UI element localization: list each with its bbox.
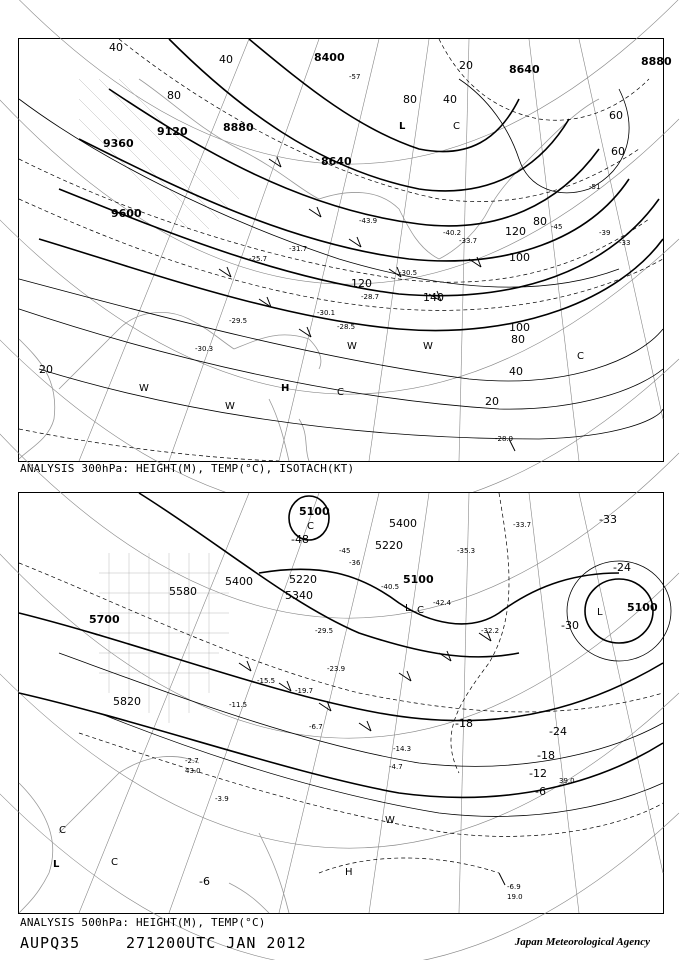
isotach-label: 120 [505, 225, 526, 238]
isotach-labels [39, 41, 625, 408]
symbol-warm: W [423, 341, 433, 352]
temp-label: -30 [561, 619, 579, 632]
station-value: -35.3 [457, 547, 476, 555]
symbol-high: H [281, 383, 290, 394]
symbol-high: H [345, 867, 353, 878]
product-code: AUPQ35 [20, 934, 81, 952]
isotach-label: 20 [485, 395, 499, 408]
station-value: -6.7 [309, 723, 323, 731]
temp-contour-labels [199, 513, 631, 888]
temp-label: -28.9 [495, 435, 514, 443]
height-label: 5220 [375, 539, 403, 552]
height-contours [19, 493, 663, 797]
isotach-label: 80 [511, 333, 525, 346]
temp-label: -25.7 [249, 255, 268, 263]
caption-500hpa: ANALYSIS 500hPa: HEIGHT(M), TEMP(°C) [20, 916, 266, 929]
station-value: -32.2 [481, 627, 500, 635]
symbol-warm: W [225, 401, 235, 412]
temp-label: -33 [619, 239, 631, 247]
temp-label: -48 [291, 533, 309, 546]
temp-label: -29.5 [229, 317, 248, 325]
station-value: -33.7 [513, 521, 532, 529]
height-label: 8880 [223, 121, 254, 134]
symbol-cold: C [417, 605, 424, 616]
station-value: -15.5 [257, 677, 276, 685]
temp-label: -31.7 [289, 245, 308, 253]
symbol-cold: C [111, 857, 118, 868]
symbol-low: L [53, 859, 60, 870]
temp-label: -36 [349, 559, 361, 567]
temp-label: -28.5 [337, 323, 356, 331]
isotach-contours [19, 79, 663, 439]
isotach-label: 100 [509, 321, 530, 334]
isotach-label: 80 [533, 215, 547, 228]
temp-label: -18 [455, 717, 473, 730]
symbol-low: L [597, 607, 603, 618]
height-label: 5400 [225, 575, 253, 588]
temp-label: -45 [551, 223, 563, 231]
thin-contours [59, 561, 671, 816]
temp-label: -28.7 [361, 293, 380, 301]
temp-label: -33.7 [459, 237, 478, 245]
temp-label: -45 [339, 547, 351, 555]
isotach-label: 20 [459, 59, 473, 72]
isotach-label: 120 [351, 277, 372, 290]
temp-label: -51 [589, 183, 601, 191]
temp-labels [195, 73, 630, 443]
symbol-cold: C [59, 825, 66, 836]
isotach-label: 60 [611, 145, 625, 158]
height-label: 5580 [169, 585, 197, 598]
temp-label: -57 [349, 73, 361, 81]
station-value: -2.7 [185, 757, 199, 765]
temp-label: -39 [599, 229, 611, 237]
station-value: -11.5 [229, 701, 248, 709]
height-label: 5100 [403, 573, 434, 586]
height-label: 5340 [285, 589, 313, 602]
station-value: -29.5 [315, 627, 334, 635]
graticule-lon [79, 39, 663, 461]
height-label: 9120 [157, 125, 188, 138]
temp-label: -12 [529, 767, 547, 780]
height-label: 5220 [289, 573, 317, 586]
station-value: -19.7 [295, 687, 314, 695]
height-label: 8640 [509, 63, 540, 76]
isotach-label: 140 [423, 291, 444, 304]
map-panel-300hpa [18, 38, 672, 462]
station-value: 39.0 [559, 777, 575, 785]
isotach-label: 60 [609, 109, 623, 122]
station-value: 19.0 [507, 893, 523, 901]
symbol-cold: C [577, 351, 584, 362]
agency-name: Japan Meteorological Agency [514, 936, 650, 948]
station-value: 43.0 [185, 767, 201, 775]
height-label: 8880 [641, 55, 672, 68]
temp-label: -30.3 [195, 345, 214, 353]
chart-footer [20, 934, 660, 956]
temp-label: -6 [199, 875, 210, 888]
map-500hpa-canvas [19, 493, 663, 913]
height-label: 5100 [627, 601, 658, 614]
height-label: 5400 [389, 517, 417, 530]
station-value: -14.3 [393, 745, 412, 753]
isotach-label: 40 [219, 53, 233, 66]
height-label: 5700 [89, 613, 120, 626]
isotach-label: 80 [403, 93, 417, 106]
temp-label: -24 [613, 561, 631, 574]
station-value: -42.4 [433, 599, 452, 607]
symbol-warm: W [385, 815, 395, 826]
station-value: -40.5 [381, 583, 400, 591]
height-label: 8400 [314, 51, 345, 64]
temp-label: -30.5 [399, 269, 418, 277]
symbol-warm: W [347, 341, 357, 352]
isotach-label: 40 [443, 93, 457, 106]
symbol-low: L [405, 603, 411, 614]
height-label: 9360 [103, 137, 134, 150]
symbol-cold: C [453, 121, 460, 132]
caption-300hpa: ANALYSIS 300hPa: HEIGHT(M), TEMP(°C), ISOTACH(KT) [20, 462, 355, 475]
station-value: -4.7 [389, 763, 403, 771]
station-value: -23.9 [327, 665, 346, 673]
height-label: 9600 [111, 207, 142, 220]
symbol-warm: W [139, 383, 149, 394]
height-label: 5100 [299, 505, 330, 518]
valid-time: 271200UTC JAN 2012 [126, 934, 307, 952]
station-value: -6.9 [507, 883, 521, 891]
temp-label: -33 [599, 513, 617, 526]
map-panel-500hpa [18, 492, 664, 914]
temp-label: -18 [537, 749, 555, 762]
temp-label: -24 [549, 725, 567, 738]
temp-label: -40.2 [443, 229, 462, 237]
temp-label: -30.1 [317, 309, 336, 317]
isotach-label: 20 [39, 363, 53, 376]
symbol-cold: C [307, 521, 314, 532]
map-300hpa-canvas [19, 39, 672, 461]
isotach-label: 80 [167, 89, 181, 102]
isotach-label: 100 [509, 251, 530, 264]
station-value: -3.9 [215, 795, 229, 803]
symbol-cold: C [337, 387, 344, 398]
temp-label: -43.9 [359, 217, 378, 225]
height-label: 8640 [321, 155, 352, 168]
temp-label: -6 [535, 785, 546, 798]
isotach-label: 40 [509, 365, 523, 378]
height-label: 5820 [113, 695, 141, 708]
symbol-low: L [399, 121, 406, 132]
graticule-lat [0, 433, 679, 960]
isotach-label: 40 [109, 41, 123, 54]
